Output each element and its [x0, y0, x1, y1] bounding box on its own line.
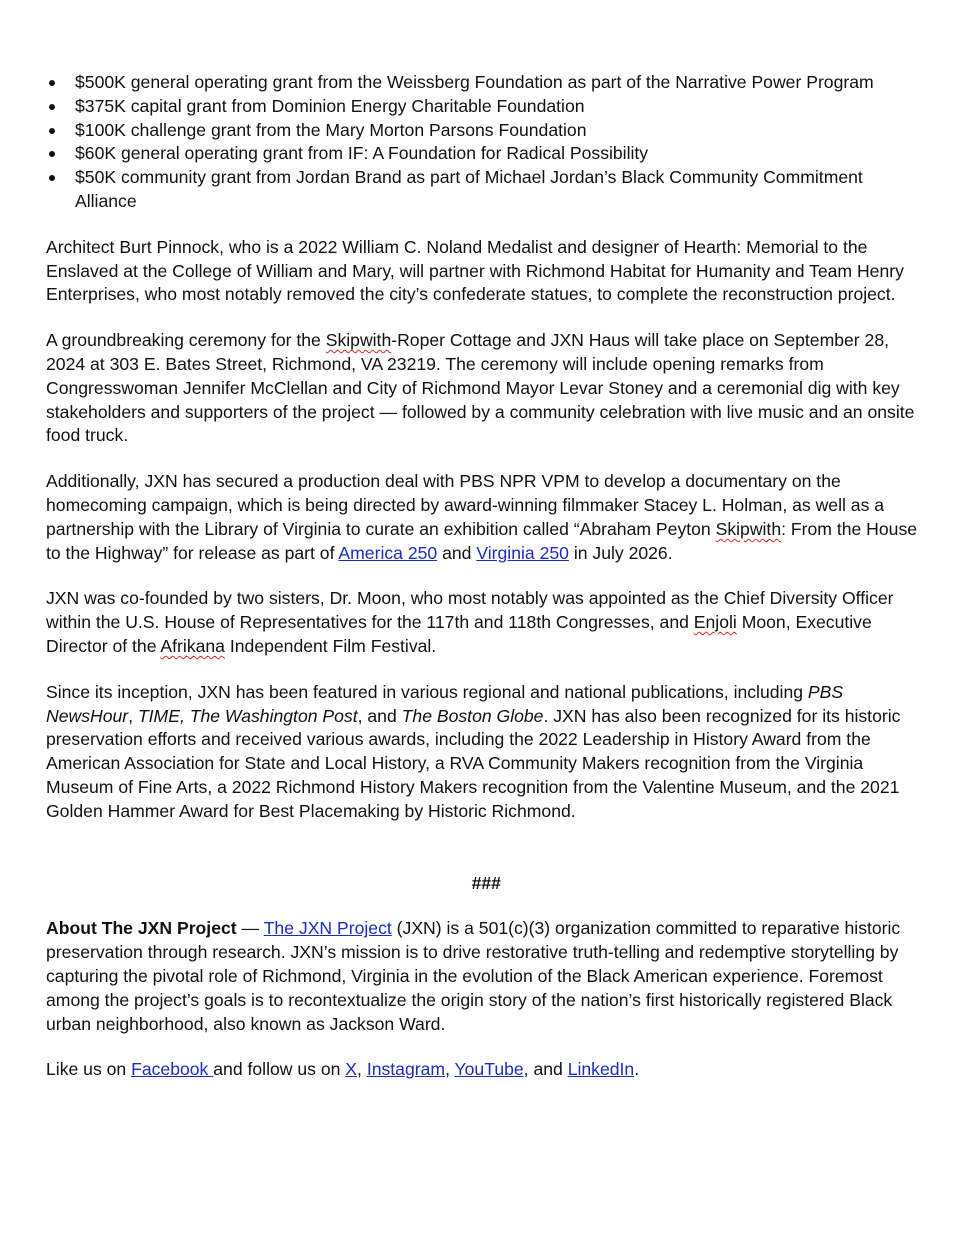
text-run: Moon, Executive Director of the — [46, 612, 872, 656]
text-run: — — [236, 918, 264, 939]
instagram-link[interactable]: Instagram — [366, 1059, 446, 1080]
end-marker: ### — [471, 872, 501, 893]
list-item — [46, 71, 926, 95]
bullet-icon — [49, 104, 55, 110]
text-run: , and — [523, 1059, 568, 1080]
grant-text: $375K capital grant from Dominion Energy Charitable Foundation — [75, 95, 585, 116]
text-run: , and — [357, 705, 402, 726]
about-heading: About The JXN Project — [46, 918, 237, 939]
additionally-paragraph — [46, 470, 926, 565]
text-run: Independent Film Festival. — [224, 635, 437, 656]
list-item — [46, 95, 926, 119]
spellcheck-flagged-word[interactable]: Enjoli — [693, 612, 737, 633]
about-text: (JXN) is a 501(c)(3) organization committed to reparative historic preservation through research. JXN’s mission is to drive restorative truth-telling and redemptive storytelling by capturing the pivotal role of Richmond, Virginia in the evolution of the Black American experience. Foremost among the project’s goals is to recontextualize the origin story of the nation’s first historically registered Black urban neighborhood, also known as Jackson Ward. — [46, 918, 901, 1034]
bullet-icon — [49, 175, 55, 181]
spellcheck-flagged-word[interactable]: Skipwith — [325, 330, 392, 351]
grant-text: $50K community grant from Jordan Brand as part of Michael Jordan’s Black Community Commitment Alliance — [75, 167, 863, 211]
facebook-link[interactable]: Facebook — [131, 1059, 214, 1080]
text-run: in July 2026. — [568, 542, 673, 563]
about-paragraph — [46, 917, 926, 1036]
text-run: A groundbreaking ceremony for the — [46, 330, 326, 351]
spellcheck-flagged-word[interactable]: Afrikana — [160, 635, 225, 656]
architect-paragraph — [46, 236, 926, 307]
text-run: JXN was co-founded by two sisters, Dr. Moon, who most notably was appointed as the Chief Diversity Officer within the U.S. House of Representatives for the 117th and 118th Congresses, and — [46, 588, 894, 633]
bullet-icon — [49, 151, 55, 157]
publication-title: TIME, The Washington Post — [137, 705, 358, 726]
virginia-250-link[interactable]: Virginia 250 — [476, 542, 569, 563]
architect-text: Architect Burt Pinnock, who is a 2022 William C. Noland Medalist and designer of Hearth: Memorial to the Enslaved at the College of William and Mary, will partner with Richmond Habitat for Humanity and Team Henry Enterprises, who most notably removed the city’s confederate statues, to complete the reconstruction project. — [46, 236, 904, 305]
list-item — [46, 142, 926, 166]
text-run: Like us on — [46, 1059, 132, 1080]
youtube-link[interactable]: YouTube — [454, 1059, 524, 1080]
social-paragraph — [46, 1058, 926, 1082]
text-run: . JXN has also been recognized for its historic preservation efforts and received various awards, including the 2022 Leadership in History Award from the American Association for State and Local History, a RVA Community Makers recognition from the Virginia Museum of Fine Arts, a 2022 Richmond History Makers recognition from the Valentine Museum, and the 2021 Golden Hammer Award for Best Placemaking by Historic Richmond. — [46, 705, 901, 821]
bullet-icon — [49, 80, 55, 86]
grant-list — [46, 71, 926, 214]
text-run: : From the House to the Highway” for release as part of — [46, 518, 918, 563]
grant-text: $100K challenge grant from the Mary Morton Parsons Foundation — [75, 119, 587, 140]
text-run: , — [445, 1059, 455, 1080]
grant-text: $500K general operating grant from the Weissberg Foundation as part of the Narrative Power Program — [75, 72, 874, 92]
list-item — [46, 119, 926, 143]
list-item — [46, 166, 926, 214]
document-page — [46, 71, 926, 1082]
bullet-icon — [49, 128, 55, 134]
text-run: and follow us on — [213, 1059, 346, 1080]
spellcheck-flagged-word[interactable]: Skipwith — [715, 518, 782, 539]
founders-paragraph — [46, 587, 926, 658]
text-run: , — [357, 1059, 367, 1080]
america-250-link[interactable]: America 250 — [338, 542, 438, 563]
linkedin-link[interactable]: LinkedIn — [567, 1059, 635, 1080]
x-link[interactable]: X — [345, 1059, 358, 1080]
text-run: Additionally, JXN has secured a production deal with PBS NPR VPM to develop a documentary on the homecoming campaign, which is being directed by award-winning filmmaker Stacey L. Holman, as well as a partnership with the Library of Virginia to curate an exhibition called “Abraham Peyton — [46, 471, 885, 539]
text-run: , — [128, 705, 138, 726]
text-run: Since its inception, JXN has been featured in various regional and national publications, including — [46, 681, 808, 702]
text-run: -Roper Cottage and JXN Haus will take place on September 28, 2024 at 303 E. Bates Street, Richmond, VA 23219. The ceremony will include opening remarks from Congresswoman Jennifer McClellan and City of Richmond Mayor Levar Stoney and a ceremonial dig with key stakeholders and supporters of the project — followed by a community celebration with live music and an onsite food truck. — [46, 330, 915, 446]
text-run: . — [634, 1059, 640, 1080]
jxn-project-link[interactable]: The JXN Project — [263, 918, 392, 939]
text-run: and — [437, 542, 477, 563]
groundbreaking-paragraph — [46, 329, 926, 448]
publication-title: The Boston Globe — [401, 705, 544, 726]
inception-paragraph — [46, 681, 926, 824]
grant-text: $60K general operating grant from IF: A Foundation for Radical Possibility — [75, 143, 649, 164]
publication-title: PBS NewsHour — [46, 681, 844, 726]
